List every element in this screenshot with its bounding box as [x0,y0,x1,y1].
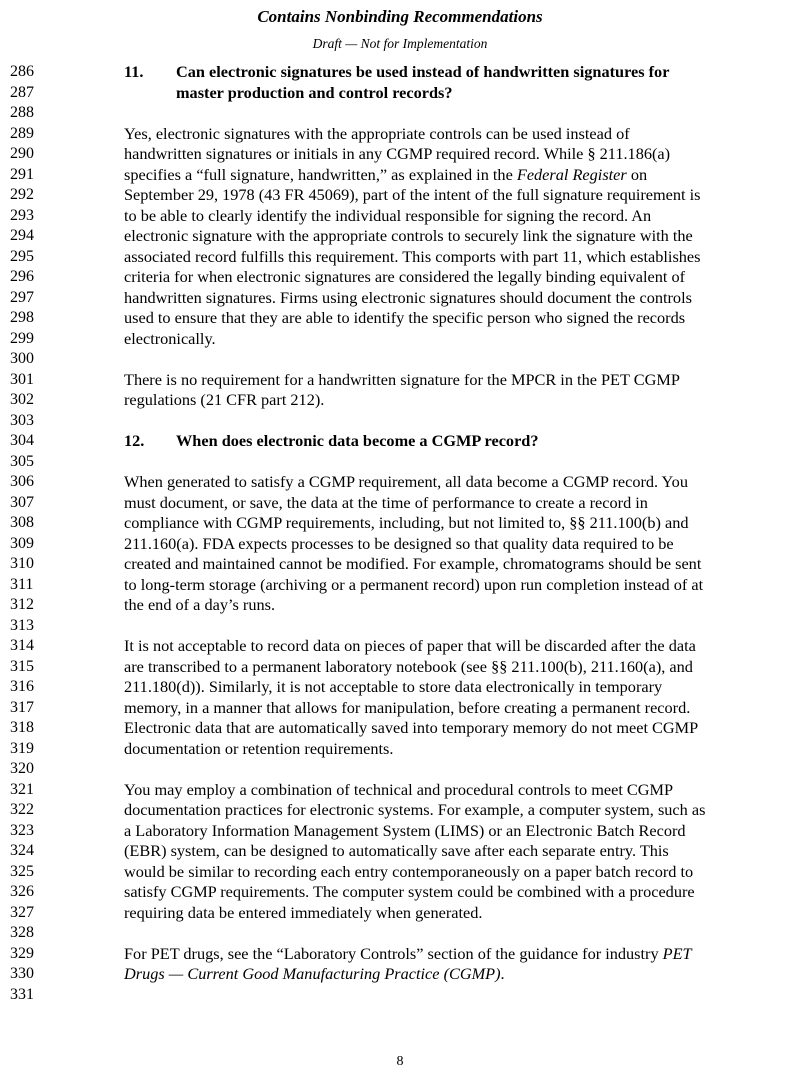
body-text-line: September 29, 1978 (43 FR 45069), part of the intent of the full signature requirement is [124,185,701,204]
question-heading [124,431,539,452]
body-text-line [124,944,692,965]
line-number: 295 [10,247,34,265]
document-line [0,575,800,596]
document-line [0,431,800,452]
body-text-line [124,964,505,985]
line-number: 326 [10,883,34,900]
line-number: 321 [10,780,34,798]
line-number: 322 [10,801,34,818]
body-text-line: would be similar to recording each entry contemporaneously on a paper batch record to [124,861,694,881]
document-line [0,903,800,924]
body-text-line: criteria for when electronic signatures are considered the legally binding equivalent of [124,267,686,286]
line-number: 312 [10,596,34,613]
line-number: 303 [10,411,34,429]
document-line [0,513,800,534]
line-number: 331 [10,985,34,1003]
text-run: specifies a “full signature, handwritten,” as explained in the [124,164,517,184]
question-heading [124,62,669,83]
page-header-subtitle: Draft — Not for Implementation [312,36,488,51]
line-number: 310 [10,555,34,572]
document-line [0,390,800,411]
document-line [0,780,800,801]
body-text-line: used to ensure that they are able to identify the specific person who signed the records [124,308,686,327]
line-number: 289 [10,124,34,142]
document-line [0,329,800,350]
line-number: 294 [10,227,34,244]
body-text-line: You may employ a combination of technical and procedural controls to meet CGMP [124,779,674,799]
line-number: 330 [10,965,34,982]
line-number: 291 [10,165,34,183]
body-text-line: to long-term storage (archiving or a permanent record) upon run completion instead of at [124,574,704,594]
line-number: 286 [10,63,34,80]
page-number: 8 [396,1054,404,1069]
line-number: 300 [10,350,34,367]
document-line [0,698,800,719]
document-line [0,103,800,124]
body-text-line: Electronic data that are automatically saved into temporary memory do not meet CGMP [124,718,699,737]
document-line [0,62,800,83]
line-number: 299 [10,329,34,347]
italic-citation: PET [662,943,692,963]
line-number: 311 [10,575,34,593]
document-line [0,616,800,637]
body-text-line: to be able to clearly identify the individual responsible for signing the record. An [124,205,652,225]
text-run: on [626,164,648,184]
document-line [0,247,800,268]
question-text: When does electronic data become a CGMP record? [176,431,539,450]
body-text-line: satisfy CGMP requirements. The computer system could be combined with a procedure [124,882,695,901]
body-text-line [124,165,647,186]
body-text-line: 211.180(d)). Similarly, it is not acceptable to store data electronically in temporary [124,677,663,696]
document-line [0,288,800,309]
document-line [0,657,800,678]
document-line [0,595,800,616]
body-text-line: handwritten signatures or initials in any CGMP required record. While § 211.186(a) [124,144,671,163]
document-line [0,124,800,145]
body-text-line: When generated to satisfy a CGMP requirement, all data become a CGMP record. You [124,472,688,491]
page-header-title: Contains Nonbinding Recommendations [257,7,543,26]
line-number: 315 [10,657,34,675]
document-line [0,144,800,165]
body-text-line: Yes, electronic signatures with the appropriate controls can be used instead of [124,123,630,143]
document-line [0,206,800,227]
document-line [0,267,800,288]
document-line [0,718,800,739]
body-text-line: created and maintained cannot be modified. For example, chromatograms should be sent [124,554,702,573]
question-number: 11. [124,62,144,81]
body-text-line: must document, or save, the data at the time of performance to create a record in [124,492,648,512]
document-line [0,841,800,862]
question-text: Can electronic signatures be used instead of handwritten signatures for [176,62,670,81]
body-text-line: associated record fulfills this requirement. This comports with part 11, which establishes [124,246,701,266]
document-line [0,554,800,575]
line-number: 319 [10,739,34,757]
line-number: 323 [10,821,34,839]
document-line [0,83,800,104]
body-text-line: regulations (21 CFR part 212). [124,390,325,409]
line-number: 325 [10,862,34,880]
line-number: 316 [10,678,34,695]
line-number: 306 [10,473,34,490]
line-number: 297 [10,288,34,306]
document-line [0,226,800,247]
document-line [0,452,800,473]
document-line [0,944,800,965]
document-line [0,349,800,370]
document-line [0,165,800,186]
line-number: 313 [10,616,34,634]
line-number: 324 [10,842,34,859]
italic-citation: Drugs — Current Good Manufacturing Practice (CGMP) [124,964,501,983]
line-number: 302 [10,391,34,408]
body-text-line: the end of a day’s runs. [124,595,276,614]
document-line [0,472,800,493]
body-text-line: 211.160(a). FDA expects processes to be designed so that quality data required to be [124,533,674,553]
document-line [0,964,800,985]
body-text-line: documentation practices for electronic systems. For example, a computer system, such as [124,800,706,819]
document-line [0,677,800,698]
document-line [0,185,800,206]
document-line [0,923,800,944]
document-line [0,800,800,821]
body-text-line: handwritten signatures. Firms using electronic signatures should document the controls [124,287,692,307]
body-text-line: documentation or retention requirements. [124,738,394,758]
body-text-line: compliance with CGMP requirements, including, but not limited to, §§ 211.100(b) and [124,513,689,532]
line-number: 293 [10,206,34,224]
document-line [0,534,800,555]
document-line [0,493,800,514]
line-number: 309 [10,534,34,552]
body-text-line: a Laboratory Information Management System (LIMS) or an Electronic Batch Record [124,820,686,840]
body-text-line: There is no requirement for a handwritten signature for the MPCR in the PET CGMP [124,369,680,389]
document-line [0,636,800,657]
document-line [0,882,800,903]
document-line [0,739,800,760]
line-number: 320 [10,760,34,777]
line-number: 317 [10,698,34,716]
document-body [0,62,800,1005]
body-text-line: requiring data be entered immediately when generated. [124,902,483,922]
line-number: 318 [10,719,34,736]
line-number: 301 [10,370,34,388]
line-number: 329 [10,944,34,962]
line-number: 314 [10,637,34,654]
line-number: 327 [10,903,34,921]
line-number: 290 [10,145,34,162]
document-line [0,821,800,842]
line-number: 292 [10,186,34,203]
text-run: . [500,964,505,983]
body-text-line: It is not acceptable to record data on pieces of paper that will be discarded after the data [124,636,696,655]
body-text-line: are transcribed to a permanent laboratory notebook (see §§ 211.100(b), 211.160(a), and [124,656,693,676]
body-text-line: electronically. [124,328,216,348]
body-text-line: (EBR) system, can be designed to automatically save after each separate entry. This [124,841,669,860]
line-number: 304 [10,432,34,449]
body-text-line: electronic signature with the appropriate controls to securely link the signature with the [124,226,693,245]
line-number: 298 [10,309,34,326]
document-line [0,862,800,883]
italic-citation: Federal Register [516,164,627,184]
line-number: 308 [10,514,34,531]
line-number: 296 [10,268,34,285]
line-number: 305 [10,452,34,470]
line-number: 287 [10,83,34,101]
document-line [0,759,800,780]
document-line [0,308,800,329]
text-run: For PET drugs, see the “Laboratory Controls” section of the guidance for industry [124,943,663,963]
line-number: 307 [10,493,34,511]
line-number: 288 [10,104,34,121]
document-line [0,985,800,1006]
question-heading-continued: master production and control records? [176,82,453,102]
body-text-line: memory, in a manner that allows for manipulation, before creating a permanent record. [124,697,691,717]
question-number: 12. [124,431,145,450]
document-line [0,370,800,391]
document-line [0,411,800,432]
line-number: 328 [10,924,34,941]
